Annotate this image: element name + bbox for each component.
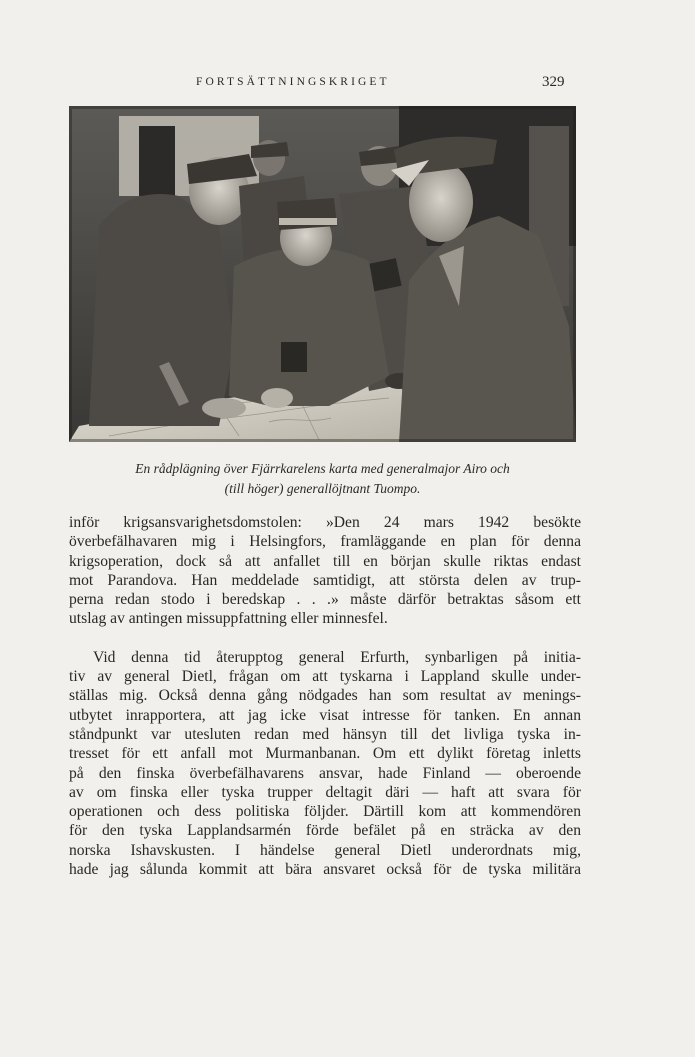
text-line: av om finska eller tyska trupper deltagit däri — haft att svara för xyxy=(69,783,581,801)
text-line: för den tyska Lapplandsarmén förde befälet på en sträcka av den xyxy=(69,822,581,840)
text-line: krigsoperation, dock så att anfallet till en början skulle riktas endast xyxy=(69,552,581,570)
text-line: överbefälhavaren mig i Helsingfors, framläggande en plan för denna xyxy=(69,533,581,551)
paragraph-1 xyxy=(69,513,581,629)
text-line: norska Ishavskusten. I händelse general Dietl underordnats mig, xyxy=(69,841,581,859)
running-title: FORTSÄTTNINGSKRIGET xyxy=(196,76,390,88)
text-line: operationen och dess politiska följder. Därtill kom att kommendören xyxy=(69,803,581,821)
paragraph-2 xyxy=(69,648,581,880)
text-line: Vid denna tid återupptog general Erfurth, synbarligen på initia- xyxy=(93,648,581,666)
text-line: utbytet inrapportera, att jag icke visat intresse för tanken. En annan xyxy=(69,706,581,724)
text-line: utslag av antingen missuppfattning eller minnesfel. xyxy=(69,610,388,628)
text-line: ställas mig. Också denna gång nödgades han som resultat av menings- xyxy=(69,687,581,705)
text-line: på den finska överbefälhavarens ansvar, hade Finland — oberoende xyxy=(69,764,581,782)
caption-line: En rådplägning över Fjärrkarelens karta med generalmajor Airo och xyxy=(135,461,510,476)
text-line: tresset för ett anfall mot Murmanbanan. Om ett dylikt företag inletts xyxy=(69,745,581,763)
photo-caption xyxy=(69,459,576,499)
text-line: mot Parandova. Han meddelade samtidigt, att största delen av trup- xyxy=(69,571,581,589)
caption-line: (till höger) generallöjtnant Tuompo. xyxy=(224,481,421,496)
page-number: 329 xyxy=(542,74,565,90)
running-head xyxy=(0,72,695,92)
photograph-icon xyxy=(69,106,576,442)
photograph xyxy=(69,106,576,442)
text-line: perna redan stodo i beredskap . . .» måste därför betraktas såsom ett xyxy=(69,591,581,609)
body-text xyxy=(69,513,581,879)
text-line: tiv av general Dietl, frågan om att tyskarna i Lappland skulle under- xyxy=(69,668,581,686)
text-line: ståndpunkt var utesluten redan med hänsyn till det livliga tyska in- xyxy=(69,725,581,743)
text-line: hade jag sålunda kommit att bära ansvaret också för de tyska militära xyxy=(69,861,581,879)
text-line: inför krigsansvarighetsdomstolen: »Den 24 mars 1942 besökte xyxy=(69,514,581,531)
